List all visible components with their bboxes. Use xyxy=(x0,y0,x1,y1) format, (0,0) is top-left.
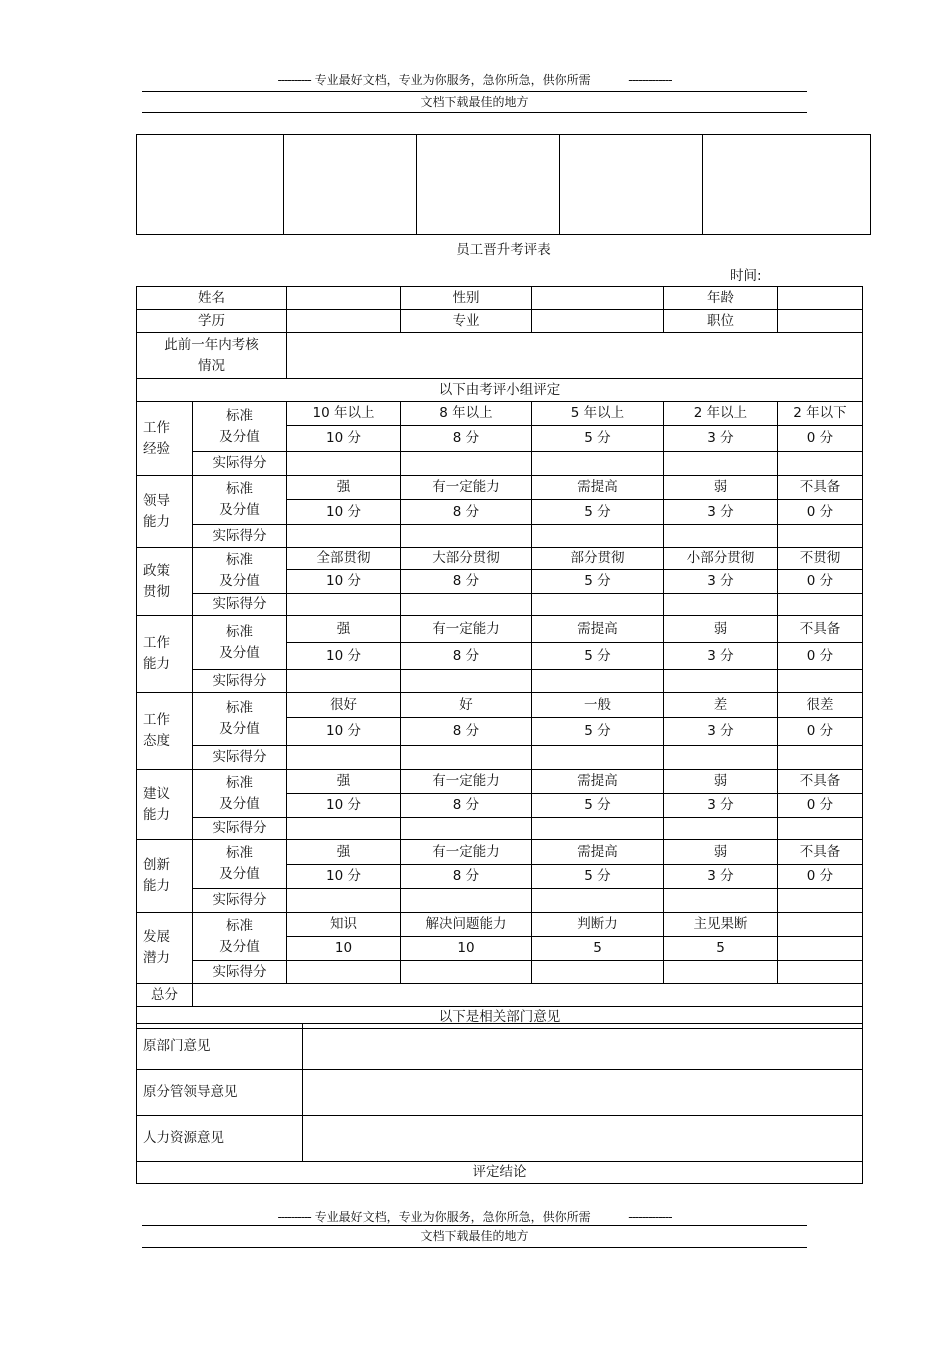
standard-label-line: 及分值 xyxy=(219,721,260,737)
name-label: 姓名 xyxy=(137,287,287,310)
criterion-level: 需提高 xyxy=(532,770,664,794)
criterion-score: 5 分 xyxy=(532,500,664,525)
actual-score-label: 实际得分 xyxy=(193,746,287,770)
criterion-level: 不具备 xyxy=(778,616,863,643)
standard-label-line: 及分值 xyxy=(219,502,260,518)
hr-opinion-label: 人力资源意见 xyxy=(137,1116,303,1162)
actual-score-cell xyxy=(664,594,778,616)
criterion-level: 强 xyxy=(287,770,401,794)
criterion-category xyxy=(137,693,193,770)
criterion-level: 很好 xyxy=(287,693,401,718)
actual-score-cell xyxy=(778,961,863,984)
criterion-score: 3 分 xyxy=(664,426,778,452)
criterion-score: 3 分 xyxy=(664,718,778,746)
top-grid-cell xyxy=(417,135,560,235)
major-value xyxy=(532,310,664,333)
criterion-score: 0 分 xyxy=(778,643,863,670)
standard-label-line: 及分值 xyxy=(219,866,260,882)
criterion-level: 需提高 xyxy=(532,840,664,865)
top-grid-cell xyxy=(284,135,417,235)
actual-score-cell xyxy=(532,961,664,984)
section-dept-heading: 以下是相关部门意见 xyxy=(137,1007,863,1029)
criterion-level: 需提高 xyxy=(532,616,664,643)
actual-score-cell xyxy=(287,818,401,840)
criterion-score: 3 分 xyxy=(664,643,778,670)
page-header-tagline xyxy=(142,71,807,88)
section-eval-heading: 以下由考评小组评定 xyxy=(137,379,863,402)
footer-rule-top xyxy=(142,1225,807,1226)
criterion-score: 10 xyxy=(401,937,532,961)
actual-score-cell xyxy=(287,746,401,770)
criterion-score: 5 xyxy=(664,937,778,961)
criterion-standard-label xyxy=(193,693,287,746)
actual-score-cell xyxy=(287,961,401,984)
criterion-score: 0 分 xyxy=(778,865,863,889)
actual-score-cell xyxy=(778,525,863,548)
criterion-score: 0 分 xyxy=(778,794,863,818)
actual-score-cell xyxy=(532,670,664,693)
actual-score-cell xyxy=(532,818,664,840)
criterion-category-line: 能力 xyxy=(143,656,170,672)
actual-score-label: 实际得分 xyxy=(193,670,287,693)
criterion-category xyxy=(137,770,193,840)
criterion-category-line: 发展 xyxy=(143,929,170,945)
criterion-score: 0 分 xyxy=(778,718,863,746)
standard-label-line: 标准 xyxy=(226,407,253,424)
prev-year-label-line2: 情况 xyxy=(198,357,225,374)
criterion-category-line: 工作 xyxy=(143,635,170,651)
footer-tagline-text: 专业最好文档，专业为你服务，急你所急，供你所需 xyxy=(314,1210,591,1224)
criterion-score: 10 xyxy=(287,937,401,961)
page-footer-subtitle: 文档下载最佳的地方 xyxy=(420,1229,529,1243)
criterion-score: 8 分 xyxy=(401,865,532,889)
criterion-score: 8 分 xyxy=(401,500,532,525)
criterion-standard-label xyxy=(193,402,287,452)
actual-score-cell xyxy=(532,746,664,770)
header-rule-top xyxy=(142,91,807,92)
gender-value xyxy=(532,287,664,310)
standard-label-line: 标准 xyxy=(226,700,253,716)
criterion-category-line: 建议 xyxy=(143,785,170,802)
criterion-level: 全部贯彻 xyxy=(287,548,401,570)
standard-label-line: 标准 xyxy=(226,551,253,568)
criterion-level: 强 xyxy=(287,840,401,865)
criterion-category-line: 能力 xyxy=(143,878,170,894)
criterion-category-line: 贯彻 xyxy=(143,583,170,600)
actual-score-cell xyxy=(401,525,532,548)
criterion-score: 8 分 xyxy=(401,643,532,670)
criterion-score: 5 分 xyxy=(532,865,664,889)
education-value xyxy=(287,310,401,333)
criterion-level xyxy=(778,913,863,937)
criterion-level: 8 年以上 xyxy=(401,402,532,426)
actual-score-cell xyxy=(664,670,778,693)
criterion-standard-label xyxy=(193,913,287,961)
criterion-level: 一般 xyxy=(532,693,664,718)
actual-score-cell xyxy=(532,889,664,913)
standard-label-line: 标准 xyxy=(226,845,253,861)
prev-year-label xyxy=(137,333,287,379)
criterion-level: 部分贯彻 xyxy=(532,548,664,570)
standard-label-line: 标准 xyxy=(226,623,253,640)
actual-score-cell xyxy=(664,961,778,984)
leader-opinion-label: 原分管领导意见 xyxy=(137,1070,303,1116)
top-grid-cell xyxy=(137,135,284,235)
criterion-level: 有一定能力 xyxy=(401,616,532,643)
actual-score-cell xyxy=(287,594,401,616)
criterion-score: 3 分 xyxy=(664,500,778,525)
actual-score-label: 实际得分 xyxy=(193,889,287,913)
evaluation-table xyxy=(136,286,863,1029)
criterion-score: 5 分 xyxy=(532,643,664,670)
criterion-level: 强 xyxy=(287,616,401,643)
criterion-level: 差 xyxy=(664,693,778,718)
standard-label-line: 及分值 xyxy=(219,795,260,812)
criterion-category-line: 工作 xyxy=(143,419,170,436)
criterion-category xyxy=(137,616,193,693)
criterion-category-line: 态度 xyxy=(143,733,170,749)
criterion-level: 弱 xyxy=(664,770,778,794)
criterion-category xyxy=(137,840,193,913)
standard-label-line: 标准 xyxy=(226,481,253,497)
criterion-category-line: 潜力 xyxy=(143,950,170,966)
age-value xyxy=(778,287,863,310)
actual-score-cell xyxy=(778,452,863,476)
criterion-score: 10 分 xyxy=(287,426,401,452)
actual-score-cell xyxy=(287,525,401,548)
criterion-category xyxy=(137,476,193,548)
criterion-category-line: 政策 xyxy=(143,562,170,579)
criterion-score: 5 xyxy=(532,937,664,961)
major-label: 专业 xyxy=(401,310,532,333)
criterion-standard-label xyxy=(193,770,287,818)
actual-score-cell xyxy=(401,961,532,984)
criterion-level: 不贯彻 xyxy=(778,548,863,570)
age-label: 年龄 xyxy=(664,287,778,310)
actual-score-cell xyxy=(664,746,778,770)
leader-opinion-value xyxy=(303,1070,863,1116)
form-title: 员工晋升考评表 xyxy=(456,242,551,258)
criterion-category-line: 能力 xyxy=(143,513,170,530)
actual-score-cell xyxy=(401,746,532,770)
criterion-category-line: 创新 xyxy=(143,857,170,873)
criterion-standard-label xyxy=(193,476,287,525)
prev-year-value xyxy=(287,333,863,379)
top-empty-grid xyxy=(136,134,871,235)
criterion-level: 有一定能力 xyxy=(401,770,532,794)
standard-label-line: 及分值 xyxy=(219,938,260,955)
criterion-score: 5 分 xyxy=(532,426,664,452)
criterion-level: 知识 xyxy=(287,913,401,937)
education-label: 学历 xyxy=(137,310,287,333)
actual-score-cell xyxy=(287,452,401,476)
criterion-level: 5 年以上 xyxy=(532,402,664,426)
criterion-level: 不具备 xyxy=(778,840,863,865)
actual-score-label: 实际得分 xyxy=(193,594,287,616)
criterion-level: 主见果断 xyxy=(664,913,778,937)
standard-label-line: 及分值 xyxy=(219,572,260,589)
page-header-subtitle: 文档下载最佳的地方 xyxy=(420,95,529,109)
gender-label: 性别 xyxy=(401,287,532,310)
name-value xyxy=(287,287,401,310)
criterion-standard-label xyxy=(193,840,287,889)
criterion-category-line: 能力 xyxy=(143,806,170,823)
criterion-score: 0 分 xyxy=(778,500,863,525)
criterion-standard-label xyxy=(193,616,287,670)
dept-opinion-value xyxy=(303,1024,863,1070)
criterion-category-line: 领导 xyxy=(143,492,170,509)
standard-label-line: 标准 xyxy=(226,774,253,791)
criterion-score: 8 分 xyxy=(401,794,532,818)
criterion-level: 弱 xyxy=(664,840,778,865)
prev-year-label-line1: 此前一年内考核 xyxy=(164,336,259,353)
position-value xyxy=(778,310,863,333)
criterion-score: 5 分 xyxy=(532,794,664,818)
criterion-score: 8 分 xyxy=(401,718,532,746)
criterion-category-line: 工作 xyxy=(143,712,170,728)
criterion-level: 小部分贯彻 xyxy=(664,548,778,570)
time-label: 时间: xyxy=(730,268,762,284)
actual-score-cell xyxy=(778,670,863,693)
top-grid-cell xyxy=(560,135,703,235)
criterion-score: 8 分 xyxy=(401,570,532,594)
actual-score-cell xyxy=(401,818,532,840)
criterion-category-line: 经验 xyxy=(143,440,170,457)
standard-label-line: 及分值 xyxy=(219,428,260,445)
criterion-score: 8 分 xyxy=(401,426,532,452)
criterion-level: 大部分贯彻 xyxy=(401,548,532,570)
criterion-score: 0 分 xyxy=(778,426,863,452)
actual-score-label: 实际得分 xyxy=(193,525,287,548)
criterion-score: 10 分 xyxy=(287,570,401,594)
criterion-level: 解决问题能力 xyxy=(401,913,532,937)
criterion-level: 需提高 xyxy=(532,476,664,500)
criterion-score: 10 分 xyxy=(287,643,401,670)
criterion-category xyxy=(137,913,193,984)
criterion-score: 5 分 xyxy=(532,718,664,746)
header-dashes-right: ------------- xyxy=(628,73,672,87)
header-rule-bottom xyxy=(142,112,807,113)
top-grid-cell xyxy=(703,135,871,235)
criterion-category xyxy=(137,402,193,476)
actual-score-cell xyxy=(401,594,532,616)
criterion-level: 2 年以下 xyxy=(778,402,863,426)
actual-score-cell xyxy=(664,452,778,476)
header-dashes-left: ---------- xyxy=(277,73,311,87)
criterion-level: 好 xyxy=(401,693,532,718)
total-value xyxy=(193,984,863,1007)
actual-score-cell xyxy=(778,818,863,840)
position-label: 职位 xyxy=(664,310,778,333)
actual-score-cell xyxy=(532,525,664,548)
criterion-level: 2 年以上 xyxy=(664,402,778,426)
actual-score-cell xyxy=(401,452,532,476)
criterion-level: 不具备 xyxy=(778,476,863,500)
criterion-score: 10 分 xyxy=(287,500,401,525)
actual-score-label: 实际得分 xyxy=(193,818,287,840)
criterion-score xyxy=(778,937,863,961)
criterion-level: 不具备 xyxy=(778,770,863,794)
dept-opinion-label: 原部门意见 xyxy=(137,1024,303,1070)
actual-score-cell xyxy=(401,670,532,693)
criterion-level: 有一定能力 xyxy=(401,476,532,500)
actual-score-cell xyxy=(287,889,401,913)
actual-score-cell xyxy=(664,818,778,840)
criterion-standard-label xyxy=(193,548,287,594)
total-label: 总分 xyxy=(137,984,193,1007)
criterion-category xyxy=(137,548,193,616)
actual-score-cell xyxy=(532,594,664,616)
criterion-level: 弱 xyxy=(664,476,778,500)
criterion-level: 弱 xyxy=(664,616,778,643)
conclusion-heading: 评定结论 xyxy=(137,1162,863,1184)
actual-score-cell xyxy=(532,452,664,476)
criterion-score: 0 分 xyxy=(778,570,863,594)
criterion-score: 3 分 xyxy=(664,865,778,889)
hr-opinion-value xyxy=(303,1116,863,1162)
standard-label-line: 标准 xyxy=(226,917,253,934)
criterion-level: 强 xyxy=(287,476,401,500)
page-footer-tagline xyxy=(142,1208,807,1225)
criterion-score: 10 分 xyxy=(287,865,401,889)
actual-score-label: 实际得分 xyxy=(193,452,287,476)
criterion-level: 有一定能力 xyxy=(401,840,532,865)
actual-score-cell xyxy=(664,889,778,913)
actual-score-cell xyxy=(778,889,863,913)
criterion-level: 很差 xyxy=(778,693,863,718)
footer-rule-bottom xyxy=(142,1247,807,1248)
criterion-level: 判断力 xyxy=(532,913,664,937)
actual-score-label: 实际得分 xyxy=(193,961,287,984)
criterion-score: 3 分 xyxy=(664,794,778,818)
criterion-score: 10 分 xyxy=(287,718,401,746)
opinions-table xyxy=(136,1023,863,1184)
criterion-score: 3 分 xyxy=(664,570,778,594)
actual-score-cell xyxy=(401,889,532,913)
header-tagline-text: 专业最好文档，专业为你服务，急你所急，供你所需 xyxy=(314,73,591,87)
footer-dashes-left: ---------- xyxy=(277,1210,311,1224)
actual-score-cell xyxy=(778,746,863,770)
actual-score-cell xyxy=(287,670,401,693)
footer-dashes-right: ------------- xyxy=(628,1210,672,1224)
criteria-body xyxy=(137,402,863,984)
criterion-level: 10 年以上 xyxy=(287,402,401,426)
criterion-score: 10 分 xyxy=(287,794,401,818)
criterion-score: 5 分 xyxy=(532,570,664,594)
actual-score-cell xyxy=(664,525,778,548)
actual-score-cell xyxy=(778,594,863,616)
standard-label-line: 及分值 xyxy=(219,644,260,661)
